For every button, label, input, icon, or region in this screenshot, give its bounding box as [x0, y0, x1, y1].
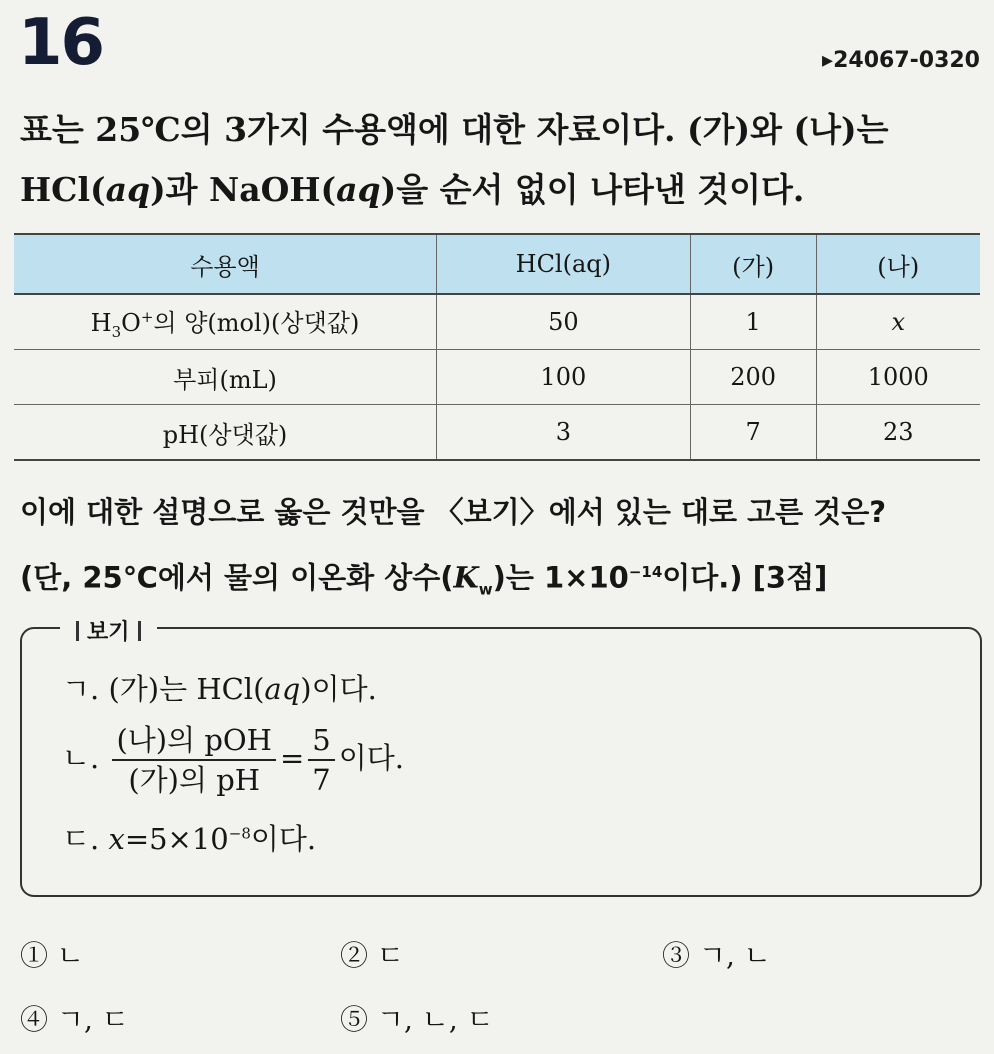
table-cell: 200 [690, 350, 816, 405]
table-cell: 23 [816, 405, 980, 461]
stem-line-1: 표는 25℃의 3가지 수용액에 대한 자료이다. (가)와 (나)는 [20, 110, 889, 149]
bogi-label: 보기 [60, 615, 157, 646]
table-cell: 1 [690, 294, 816, 350]
table-row [14, 294, 980, 350]
statement-3: ㄷ. $x=5\times 10^{-8}$이다. [62, 822, 317, 856]
prompt-line-2: (단, 25℃에서 물의 이온화 상수$(K_w)$는 $1\times 10^{-14}$이다.) [3점] [20, 560, 828, 599]
choice-5[interactable]: ⑤ ㄱ, ㄴ, ㄷ [340, 1003, 494, 1036]
statement-1: ㄱ. (가)는 HCl(aq)이다. [62, 672, 377, 706]
fraction-5-7: $\frac{5}{7}$ [308, 721, 334, 799]
table-cell: 100 [437, 350, 691, 405]
question-number: 16 [18, 6, 104, 80]
table-cell: 50 [437, 294, 691, 350]
header-cell: HCl(aq) [437, 234, 691, 294]
question-stem [20, 100, 980, 220]
stem-line-2: HCl(aq)과 NaOH(aq)을 순서 없이 나타낸 것이다. [20, 170, 805, 209]
choice-2[interactable]: ② ㄷ [340, 939, 404, 972]
choice-3[interactable]: ③ ㄱ, ㄴ [662, 939, 771, 972]
question-code: ▸24067-0320 [822, 48, 980, 73]
table-cell: 7 [690, 405, 816, 461]
bogi-box [20, 620, 982, 897]
label-bar-icon [76, 621, 79, 641]
header-cell: (가) [690, 234, 816, 294]
row-label: pH(상댓값) [14, 405, 437, 461]
table-row [14, 350, 980, 405]
table-cell: 3 [437, 405, 691, 461]
table-cell: x [816, 294, 980, 350]
table-cell: 1000 [816, 350, 980, 405]
statement-2: ㄴ. $\frac{\text{(나)의 pOH}}{\text{(가)의 pH}}$ = $\frac{5}{7}$ 이다. [62, 723, 404, 797]
choice-1[interactable]: ① ㄴ [20, 939, 84, 972]
row-label: 부피(mL) [14, 350, 437, 405]
question-prompt [20, 482, 980, 619]
label-bar-icon [138, 621, 141, 641]
data-table [14, 233, 980, 461]
table-header-row [14, 234, 980, 294]
prompt-line-1: 이에 대한 설명으로 옳은 것만을 〈보기〉에서 있는 대로 고른 것은? [20, 495, 887, 529]
fraction-poh-ph: $\frac{\text{(나)의 pOH}}{\text{(가)의 pH}}$ [112, 721, 276, 799]
header-cell: (나) [816, 234, 980, 294]
table-row [14, 405, 980, 461]
header-cell: 수용액 [14, 234, 437, 294]
row-label: $H_3O^+$의 양(mol)(상댓값) [14, 294, 437, 350]
choice-4[interactable]: ④ ㄱ, ㄷ [20, 1003, 129, 1036]
